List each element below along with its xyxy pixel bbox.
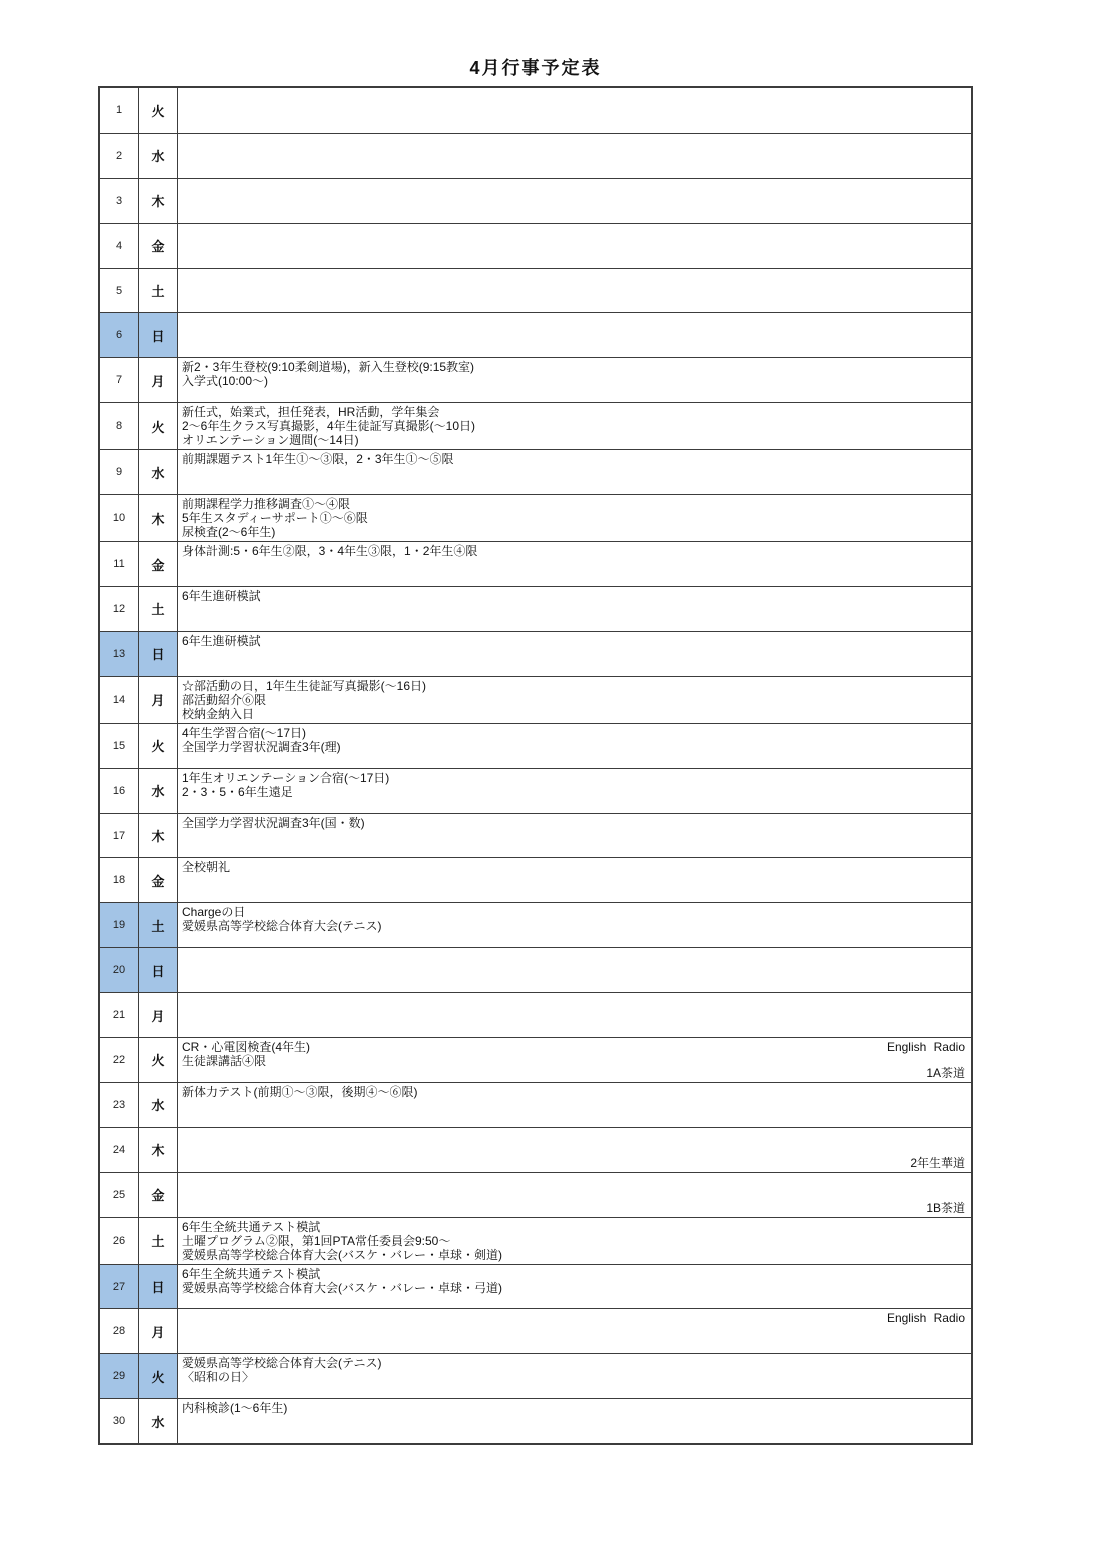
day-of-week: 金: [151, 239, 165, 255]
events-cell: [178, 1399, 971, 1443]
day-of-week: 水: [151, 1414, 165, 1430]
event-line: CR・心電図検査(4年生): [182, 1040, 310, 1055]
event-line: 6年生進研模試: [182, 633, 261, 648]
event-lines: [182, 1401, 966, 1415]
table-row: [100, 992, 971, 1037]
day-number-cell: [100, 542, 139, 586]
day-number-cell: [100, 403, 139, 449]
day-number: 20: [112, 964, 126, 977]
table-row: [100, 494, 971, 541]
table-row: [100, 1082, 971, 1127]
day-number-cell: [100, 1173, 139, 1217]
day-of-week-cell: [139, 677, 178, 723]
day-number: 27: [112, 1280, 126, 1293]
day-number-cell: [100, 587, 139, 631]
day-of-week-cell: [139, 724, 178, 768]
table-row: [100, 857, 971, 902]
events-cell: [178, 587, 971, 631]
day-of-week-cell: [139, 769, 178, 813]
day-number: 23: [112, 1098, 126, 1111]
day-number: 8: [115, 420, 123, 433]
events-cell: [178, 542, 971, 586]
day-of-week: 木: [151, 1143, 165, 1159]
day-of-week: 火: [151, 1053, 165, 1069]
day-of-week-cell: [139, 224, 178, 268]
day-number: 11: [113, 558, 125, 571]
events-cell: [178, 632, 971, 676]
day-number: 4: [115, 239, 123, 252]
day-number: 21: [112, 1009, 126, 1022]
day-of-week: 火: [151, 739, 165, 755]
day-number: 10: [112, 512, 126, 525]
table-row: [100, 1308, 971, 1353]
event-line: 尿検査(2～6年生): [182, 525, 276, 540]
event-right-top: English Radio: [886, 1311, 965, 1326]
event-line: Chargeの日: [182, 905, 246, 920]
event-right-bottom: 1A茶道: [926, 1065, 965, 1080]
day-of-week: 木: [151, 194, 165, 210]
day-number: 2: [115, 149, 123, 162]
event-line: 全国学力学習状況調査3年(国・数): [182, 815, 365, 830]
day-number: 13: [112, 647, 126, 660]
day-of-week-cell: [139, 1038, 178, 1082]
day-of-week-cell: [139, 358, 178, 402]
day-of-week-cell: [139, 450, 178, 494]
event-line: オリエンテーション週間(～14日): [182, 433, 359, 448]
event-line: 前期課題テスト1年生①～③限，2・3年生①～⑤限: [182, 452, 454, 467]
day-number-cell: [100, 313, 139, 357]
event-lines: [182, 679, 966, 721]
events-cell: [178, 224, 971, 268]
day-of-week-cell: [139, 1399, 178, 1443]
day-of-week-cell: [139, 1218, 178, 1264]
day-number-cell: [100, 1128, 139, 1172]
table-row: [100, 133, 971, 178]
day-of-week: 土: [151, 918, 165, 934]
events-cell: [178, 858, 971, 902]
day-number: 12: [112, 602, 126, 615]
event-line: 新2・3年生登校(9:10柔剣道場)，新入生登校(9:15教室): [182, 360, 475, 375]
event-lines: [182, 1356, 966, 1384]
day-of-week: 月: [151, 693, 165, 709]
day-number-cell: [100, 88, 139, 133]
event-lines: [182, 860, 966, 874]
event-lines: [182, 1220, 966, 1262]
day-of-week: 日: [151, 328, 165, 344]
events-cell: [178, 1173, 971, 1217]
day-number-cell: [100, 724, 139, 768]
event-line: 前期課程学力推移調査①～④限: [182, 497, 351, 512]
day-number: 30: [112, 1415, 126, 1428]
table-row: [100, 676, 971, 723]
event-lines: [182, 771, 966, 799]
event-line: 愛媛県高等学校総合体育大会(テニス): [182, 919, 382, 934]
event-line: 〈昭和の日〉: [182, 1370, 255, 1385]
day-of-week-cell: [139, 1309, 178, 1353]
day-of-week-cell: [139, 134, 178, 178]
event-right-top: English Radio: [886, 1040, 965, 1055]
table-row: [100, 631, 971, 676]
event-line: 6年生全統共通テスト模試: [182, 1219, 321, 1234]
event-line: 5年生スタディーサポート①～⑥限: [182, 511, 368, 526]
day-number: 15: [112, 739, 126, 752]
day-of-week: 日: [151, 963, 165, 979]
day-number: 28: [112, 1325, 126, 1338]
events-cell: [178, 1128, 971, 1172]
day-of-week: 水: [151, 465, 165, 481]
table-row: [100, 1398, 971, 1443]
table-row: [100, 88, 971, 133]
event-line: 6年生全統共通テスト模試: [182, 1266, 321, 1281]
day-of-week: 水: [151, 149, 165, 165]
events-cell: [178, 993, 971, 1037]
day-number-cell: [100, 814, 139, 858]
day-of-week: 月: [151, 1008, 165, 1024]
events-cell: [178, 1083, 971, 1127]
event-lines: [182, 589, 966, 603]
day-number: 25: [112, 1188, 126, 1201]
event-line: 愛媛県高等学校総合体育大会(テニス): [182, 1356, 382, 1371]
events-cell: [178, 403, 971, 449]
events-cell: [178, 358, 971, 402]
table-row: [100, 357, 971, 402]
events-cell: [178, 1265, 971, 1309]
day-number: 1: [115, 104, 123, 117]
day-of-week-cell: [139, 903, 178, 947]
day-number-cell: [100, 358, 139, 402]
day-number: 17: [112, 829, 126, 842]
day-of-week: 土: [151, 284, 165, 299]
day-of-week-cell: [139, 814, 178, 858]
event-line: 新任式，始業式，担任発表，HR活動，学年集会: [182, 405, 440, 420]
day-of-week-cell: [139, 1083, 178, 1127]
event-lines: [182, 634, 966, 648]
day-number-cell: [100, 179, 139, 223]
table-row: [100, 1264, 971, 1309]
calendar-table: [98, 86, 973, 1445]
day-number: 14: [112, 693, 126, 706]
events-cell: [178, 450, 971, 494]
day-number-cell: [100, 450, 139, 494]
event-lines: [182, 1085, 966, 1099]
day-number-cell: [100, 769, 139, 813]
day-number: 19: [112, 919, 126, 932]
event-line: 愛媛県高等学校総合体育大会(バスケ・バレー・卓球・弓道): [182, 1280, 502, 1295]
table-row: [100, 813, 971, 858]
day-number: 3: [115, 194, 123, 207]
table-row: [100, 1172, 971, 1217]
day-number-cell: [100, 1399, 139, 1443]
events-cell: [178, 948, 971, 992]
event-right-bottom: 1B茶道: [926, 1200, 965, 1215]
event-right-bottom: 2年生華道: [910, 1155, 965, 1170]
day-number: 16: [112, 784, 126, 797]
day-of-week-cell: [139, 858, 178, 902]
event-lines: [182, 905, 966, 933]
table-row: [100, 1127, 971, 1172]
day-of-week: 水: [151, 784, 165, 800]
table-row: [100, 402, 971, 449]
day-of-week: 木: [151, 829, 165, 845]
table-row: [100, 1353, 971, 1398]
day-number-cell: [100, 632, 139, 676]
day-number: 22: [112, 1053, 126, 1066]
event-line: 生徒課講話④限: [182, 1054, 267, 1069]
day-number: 9: [115, 466, 123, 479]
event-line: 校納金納入日: [182, 706, 255, 721]
event-line: 内科検診(1～6年生): [182, 1401, 288, 1416]
event-lines: [182, 816, 966, 830]
event-lines: [182, 452, 966, 466]
day-number-cell: [100, 495, 139, 541]
events-cell: [178, 179, 971, 223]
day-of-week: 金: [151, 557, 165, 573]
table-row: [100, 178, 971, 223]
event-line: 2～6年生クラス写真撮影，4年生徒証写真撮影(～10日): [182, 419, 476, 434]
day-of-week-cell: [139, 495, 178, 541]
day-of-week-cell: [139, 632, 178, 676]
table-row: [100, 723, 971, 768]
table-row: [100, 223, 971, 268]
day-of-week-cell: [139, 542, 178, 586]
event-lines: [182, 405, 966, 447]
event-line: 愛媛県高等学校総合体育大会(バスケ・バレー・卓球・剣道): [182, 1247, 502, 1262]
day-of-week-cell: [139, 313, 178, 357]
day-of-week: 木: [151, 511, 165, 527]
day-of-week-cell: [139, 1173, 178, 1217]
day-of-week: 土: [151, 602, 165, 618]
event-lines: [182, 726, 966, 754]
events-cell: [178, 1309, 971, 1353]
events-cell: [178, 495, 971, 541]
event-line: 6年生進研模試: [182, 589, 261, 604]
event-lines: [182, 360, 966, 388]
day-number-cell: [100, 677, 139, 723]
events-cell: [178, 313, 971, 357]
day-of-week: 月: [151, 1324, 165, 1340]
event-line: 部活動紹介⑥限: [182, 692, 267, 707]
day-number: 24: [112, 1143, 126, 1156]
table-row: [100, 1037, 971, 1082]
table-row: [100, 586, 971, 631]
day-number-cell: [100, 1038, 139, 1082]
day-of-week: 水: [151, 1098, 165, 1114]
day-number-cell: [100, 1309, 139, 1353]
day-of-week: 金: [151, 1188, 165, 1204]
event-line: 2・3・5・6年生遠足: [182, 784, 293, 799]
events-cell: [178, 769, 971, 813]
event-line: 全校朝礼: [182, 860, 231, 875]
day-number-cell: [100, 903, 139, 947]
day-number-cell: [100, 858, 139, 902]
day-number: 6: [115, 329, 123, 342]
day-of-week: 月: [151, 373, 165, 389]
day-of-week-cell: [139, 587, 178, 631]
day-of-week: 金: [151, 873, 165, 889]
day-number-cell: [100, 948, 139, 992]
day-of-week-cell: [139, 179, 178, 223]
events-cell: [178, 1354, 971, 1398]
day-of-week-cell: [139, 948, 178, 992]
day-number-cell: [100, 1354, 139, 1398]
event-lines: [182, 1040, 966, 1068]
day-number: 29: [112, 1370, 126, 1383]
events-cell: [178, 724, 971, 768]
day-number-cell: [100, 1265, 139, 1309]
table-row: [100, 312, 971, 357]
event-line: 入学式(10:00～): [182, 374, 269, 389]
events-cell: [178, 269, 971, 313]
table-row: [100, 768, 971, 813]
day-of-week: 火: [151, 103, 165, 119]
day-number: 18: [112, 874, 126, 887]
day-of-week-cell: [139, 993, 178, 1037]
day-of-week: 日: [151, 647, 165, 663]
day-of-week: 土: [151, 1234, 165, 1250]
day-number-cell: [100, 269, 139, 313]
page-title: 4月行事予定表: [469, 58, 602, 78]
event-lines: [182, 497, 966, 539]
day-of-week: 火: [151, 1369, 165, 1385]
day-of-week-cell: [139, 1265, 178, 1309]
events-cell: [178, 1218, 971, 1264]
events-cell: [178, 903, 971, 947]
events-cell: [178, 1038, 971, 1082]
events-cell: [178, 134, 971, 178]
event-line: ☆部活動の日，1年生生徒証写真撮影(～16日): [182, 678, 427, 693]
event-lines: [182, 1267, 966, 1295]
day-of-week-cell: [139, 1128, 178, 1172]
day-number: 7: [115, 374, 123, 387]
table-row: [100, 268, 971, 313]
events-cell: [178, 814, 971, 858]
event-line: 新体力テスト(前期①～③限，後期④～⑥限): [182, 1084, 418, 1099]
table-row: [100, 947, 971, 992]
events-cell: [178, 88, 971, 133]
event-line: 土曜プログラム②限，第1回PTA常任委員会9:50～: [182, 1233, 451, 1248]
events-cell: [178, 677, 971, 723]
day-number: 26: [112, 1234, 126, 1247]
day-number-cell: [100, 1218, 139, 1264]
day-number-cell: [100, 1083, 139, 1127]
table-row: [100, 902, 971, 947]
table-row: [100, 541, 971, 586]
day-of-week-cell: [139, 1354, 178, 1398]
table-row: [100, 1217, 971, 1264]
day-of-week: 火: [151, 419, 165, 435]
day-number: 5: [115, 284, 123, 297]
event-line: 4年生学習合宿(～17日): [182, 725, 307, 740]
event-line: 全国学力学習状況調査3年(理): [182, 739, 341, 754]
day-of-week-cell: [139, 269, 178, 313]
day-number-cell: [100, 993, 139, 1037]
day-number-cell: [100, 224, 139, 268]
day-number-cell: [100, 134, 139, 178]
event-line: 1年生オリエンテーション合宿(～17日): [182, 770, 390, 785]
day-of-week-cell: [139, 88, 178, 133]
day-of-week: 日: [151, 1280, 165, 1296]
table-row: [100, 449, 971, 494]
event-lines: [182, 544, 966, 558]
event-line: 身体計測:5・6年生②限，3・4年生③限，1・2年生④限: [182, 544, 478, 559]
day-of-week-cell: [139, 403, 178, 449]
